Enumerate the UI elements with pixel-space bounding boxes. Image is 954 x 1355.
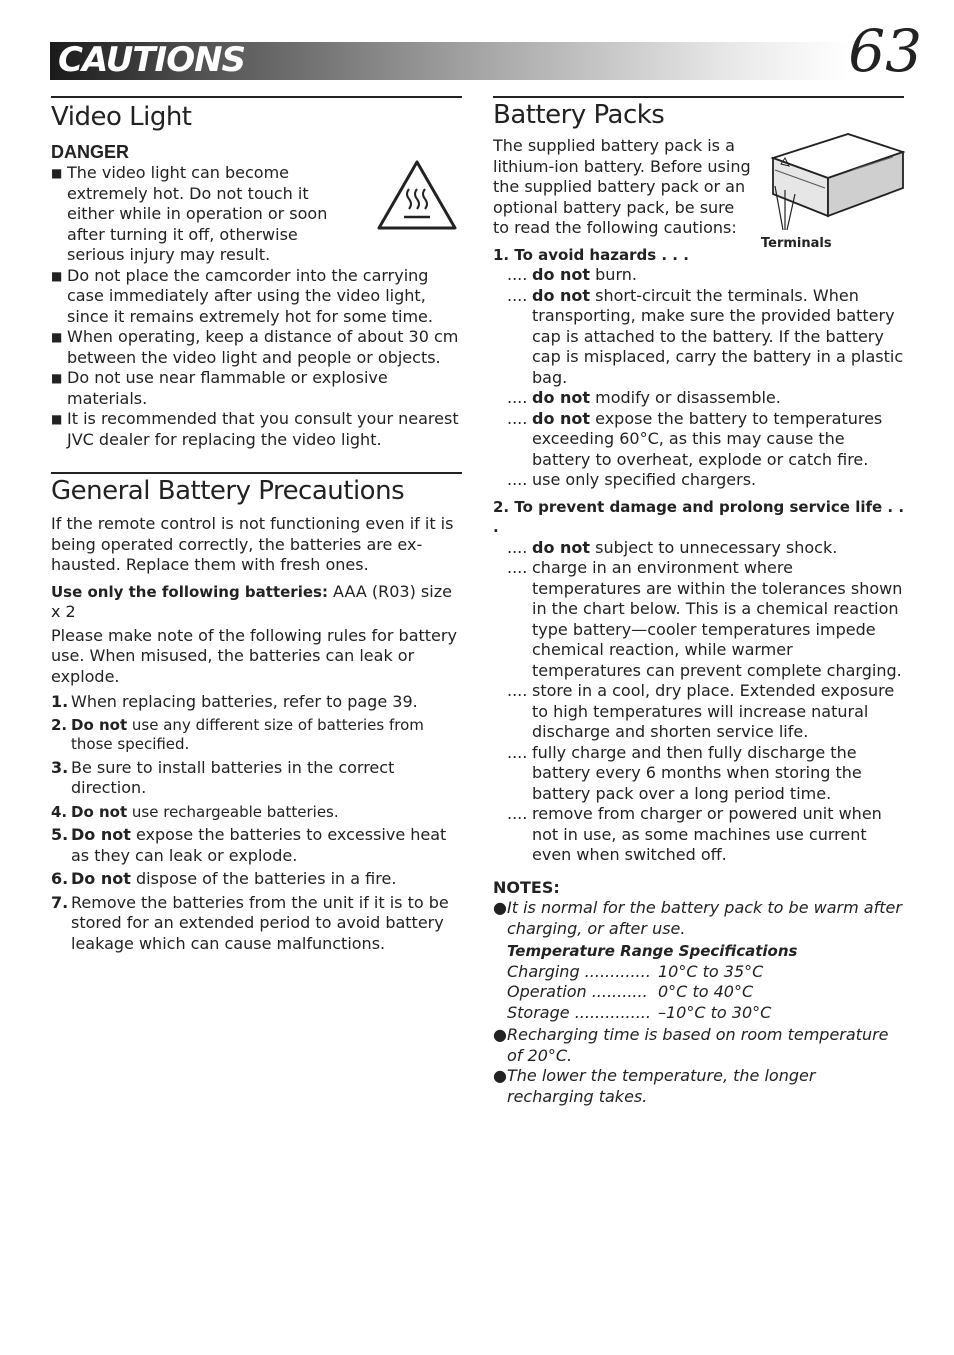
right-column	[493, 96, 904, 1107]
section-1-list	[493, 265, 904, 491]
use-only-line: Use only the following batteries: AAA (R03) size x 2	[51, 581, 452, 621]
list-item: .... do not short-circuit the terminals. When transporting, make sure the provided battery cap is attached to the battery. If the battery cap is misplaced, carry the battery in a plastic bag.	[507, 285, 904, 387]
battery-intro: The supplied battery pack is a lithium-ion battery. Before using the supplied battery pack or an optional battery pack, be sure to read the following cautions:	[493, 136, 751, 237]
temperature-row: Storage ............... –10°C to 30°C	[507, 1002, 772, 1022]
page-number: 63	[848, 17, 922, 85]
list-item: .... do not expose the battery to temperatures exceeding 60°C, as this may cause the battery to overheat, explode or catch fire.	[507, 408, 883, 469]
section-rule	[493, 96, 904, 98]
list-item: 4. Do not use rechargeable batteries.	[51, 802, 339, 821]
list-item: 1. When replacing batteries, refer to page 39.	[51, 692, 418, 711]
list-item: ■ When operating, keep a distance of about 30 cm between the video light and people or objects.	[51, 327, 459, 367]
list-item: ■ It is recommended that you consult your nearest JVC dealer for replacing the video light.	[51, 409, 459, 449]
hot-surface-warning-icon	[376, 159, 458, 231]
temperature-row: Operation ........... 0°C to 40°C	[507, 982, 754, 1001]
rules-intro: Please make note of the following rules for battery use. When misused, the batteries can leak or explode.	[51, 625, 457, 686]
section-rule	[51, 96, 462, 98]
list-item: .... fully charge and then fully discharge the battery every 6 months when storing the battery pack over a long period time.	[507, 742, 862, 803]
list-item: 5. Do not expose the batteries to excessive heat as they can leak or explode.	[51, 825, 447, 865]
battery-packs-heading: Battery Packs	[493, 100, 665, 130]
list-item: .... do not subject to unnecessary shock.	[507, 537, 838, 557]
list-item: 2. Do not use any different size of batteries from those specified.	[51, 715, 424, 753]
list-item: .... use only specified chargers.	[507, 470, 757, 489]
notes-title: NOTES:	[493, 877, 560, 897]
section-1-title: 1. To avoid hazards . . .	[493, 245, 689, 264]
list-item: .... charge in an environment where temperatures are within the tolerances shown in the chart below. This is a chemical reaction type battery—cooler temperatures impede chemical reaction, while warmer temperatures can prevent complete charging.	[507, 558, 903, 680]
section-2-title: 2. To prevent damage and prolong service life . . .	[493, 497, 905, 536]
list-item: ■ Do not use near flammable or explosive materials.	[51, 368, 388, 408]
list-item: ■ The video light can become extremely hot. Do not touch it either while in operation or soon after turning it off, otherwise serious injury may result.	[51, 163, 328, 264]
note-item: ● Recharging time is based on room temperature of 20°C.	[493, 1025, 889, 1065]
rules-list	[51, 692, 462, 954]
video-light-bullets	[51, 163, 462, 450]
general-battery-heading: General Battery Precautions	[51, 476, 405, 506]
left-column	[51, 96, 462, 954]
section-2-list	[493, 538, 904, 866]
temperature-row: Charging ............. 10°C to 35°C	[507, 961, 764, 981]
list-item: 7. Remove the batteries from the unit if it is to be stored for an extended period to avoid battery leakage which can cause malfunctions.	[51, 892, 449, 953]
list-item: .... do not burn.	[507, 265, 637, 284]
list-item: ■ Do not place the camcorder into the carrying case immediately after using the video light, since it remains extremely hot for some time.	[51, 265, 433, 326]
section-rule	[51, 472, 462, 474]
general-intro: If the remote control is not functioning even if it is being operated correctly, the batteries are ex-hausted. Replace them with fresh ones.	[51, 514, 454, 574]
battery-intro-block	[493, 136, 904, 251]
temperature-title: Temperature Range Specifications	[507, 942, 798, 960]
list-item: .... do not modify or disassemble.	[507, 388, 781, 407]
danger-label: DANGER	[51, 142, 130, 162]
list-item: 6. Do not dispose of the batteries in a fire.	[51, 869, 397, 888]
note-item: ● The lower the temperature, the longer recharging takes.	[493, 1066, 816, 1106]
terminals-label: Terminals	[761, 236, 832, 251]
list-item: .... store in a cool, dry place. Extended exposure to high temperatures will increase natural discharge and shorten service life.	[507, 681, 895, 741]
battery-pack-illustration	[763, 130, 905, 238]
page-title: CAUTIONS	[58, 40, 246, 80]
video-light-heading: Video Light	[51, 102, 192, 132]
list-item: 3. Be sure to install batteries in the correct direction.	[51, 757, 395, 797]
note-item: ● It is normal for the battery pack to be warm after charging, or after use.	[493, 898, 902, 938]
list-item: .... remove from charger or powered unit when not in use, as some machines use current even when switched off.	[507, 804, 882, 864]
